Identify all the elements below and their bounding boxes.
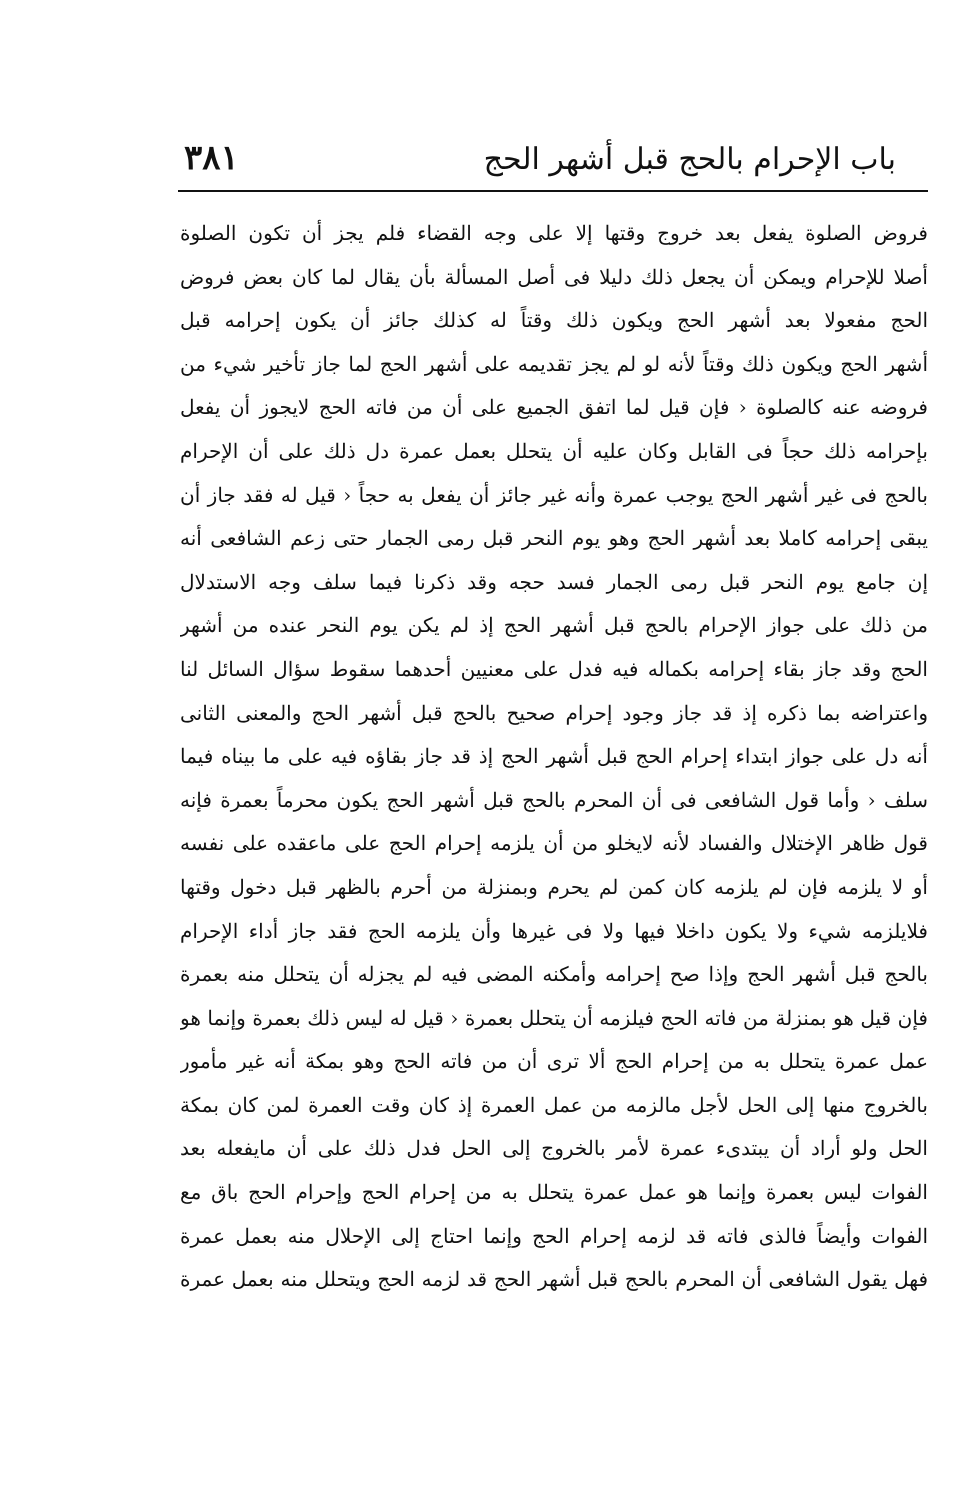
text-line: بالخروج منها إلى الحل لأجل مالزمه من عمل العمرة إذ كان وقت العمرة لمن كان بمكة (180, 1092, 928, 1117)
text-line: فلايلزمه شيء ولا يكون داخلا فيها ولا فى غيرها وأن يلزمه الحج فقد جاز أداء الإحرام (180, 918, 928, 943)
text-line: الحل ولو أراد أن يبتدىء عمرة لأمر بالخروج إلى الحل فدل ذلك على أن مايفعله بعد (180, 1136, 928, 1161)
text-line: سلف ‹ وأما قول الشافعى فى أن المحرم بالحج قبل أشهر الحج يكون محرماً بعمرة فإنه (180, 787, 928, 812)
text-line: إن جامع يوم النحر قبل رمى الجمار فسد حجه وقد ذكرنا فيما سلف وجه الاستدلال (180, 569, 928, 594)
text-line: بإحرامه ذلك حجاً فى القابل وكان عليه أن يتحلل بعمل عمرة دل ذلك على أن الإحرام (180, 438, 928, 463)
text-line: واعتراضه بما ذكره إذ قد جاز وجود إحرام صحيح بالحج قبل أشهر الحج والمعنى الثانى (180, 700, 928, 725)
text-line: يبقى إحرامه كاملا بعد أشهر الحج وهو يوم النحر قبل رمى الجمار حتى زعم الشافعى أنه (180, 526, 928, 551)
text-line: بالحج فى غير أشهر الحج يوجب عمرة وأنه غير جائز أن يفعل به حجاً ‹ قيل له فقد جاز أن (180, 482, 928, 507)
text-line: الفوات وأيضاً فالذى فاته قد لزمه إحرام الحج وإنما احتاج إلى الإحلال منه بعمل عمرة (180, 1223, 928, 1248)
text-line: فهل يقول الشافعى أن المحرم بالحج قبل أشهر الحج قد لزمه الحج ويتحلل منه بعمل عمرة (180, 1267, 928, 1292)
text-line: فإن قيل هو بمنزلة من فاته الحج فيلزمه أن يتحلل بعمرة ‹ قيل له ليس ذلك بعمرة وإنما هو (180, 1005, 928, 1030)
text-line: الفوات ليس بعمرة وإنما هو عمل عمرة يتحلل به من إحرام الحج وإحرام الحج باق مع (180, 1180, 928, 1205)
text-line: فروض الصلوة يفعل بعد خروج وقتها إلا على وجه القضاء فلم يجز أن تكون الصلوة (180, 221, 928, 245)
text-line: أو لا يلزمه فإن لم يلزمه كان كمن لم يحرم وبمنزلة من أحرم بالظهر قبل دخول وقتها (180, 874, 928, 899)
text-line: بالحج قبل أشهر الحج وإذا صح إحرامه وأمكنه المضى فيه لم يجزله أن يتحلل منه بعمرة (180, 962, 928, 987)
text-line: أشهر الحج ويكون ذلك وقتاً لأنه لو لم يجز تقديمه على أشهر الحج لما جاز تأخير شيء من (180, 351, 928, 376)
text-line: فروضه عنه كالصلوة ‹ فإن قيل لما اتفق الجميع على أن من فاته الحج لايجوز أن يفعل (180, 395, 928, 420)
text-line: أنه دل على جواز ابتداء إحرام الحج قبل أشهر الحج إذ قد جاز بقاؤه فيه على ما بيناه فيما (180, 744, 928, 769)
text-line: عمل عمرة يتحلل به من إحرام الحج ألا ترى أن من فاته الحج وهو بمكة أنه غير مأمور (180, 1049, 928, 1074)
text-line: الحج مفعولا بعد أشهر الحج ويكون ذلك وقتاً له كذلك جائز أن يكون إحرامه قبل (180, 308, 928, 333)
text-line: من ذلك على جواز الإحرام بالحج قبل أشهر الحج إذ لم يكن يوم النحر عنده من أشهر (180, 613, 928, 638)
body-text (180, 212, 928, 1302)
page-number: ٣٨١ (184, 138, 239, 178)
page-header (178, 132, 928, 188)
running-title: باب الإحرام بالحج قبل أشهر الحج (483, 142, 896, 177)
text-line: الحج وقد جاز بقاء إحرامه بكماله فيه فدل على معنيين أحدهما سقوط سؤال السائل لنا (180, 656, 928, 681)
text-line: أصلا للإحرام ويمكن أن يجعل ذلك دليلا فى أصل المسألة بأن يقال لما كان بعض فروض (180, 264, 928, 289)
text-line: قول ظاهر الإختلال والفساد لأنه لايخلو من أن يلزمه إحرام الحج على ماعقده على نفسه (180, 831, 928, 856)
header-divider (178, 190, 928, 192)
